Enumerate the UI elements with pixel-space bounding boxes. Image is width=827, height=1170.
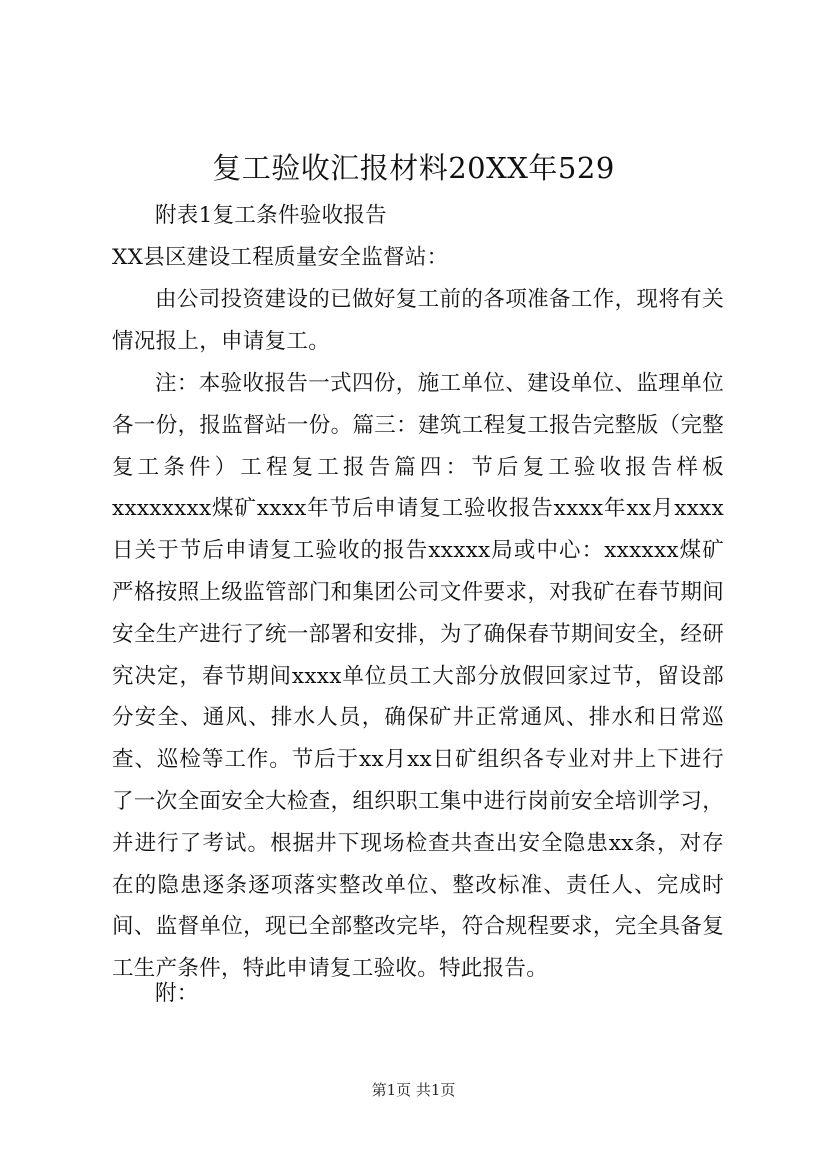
attachment-table-line: 附表1复工条件验收报告 [155, 203, 387, 228]
note-paragraph: 注：本验收报告一式四份，施工单位、建设单位、监理单位各一份，报监督站一份。篇三：建筑工程复工报告完整版（完整复工条件）工程复工报告篇四：节后复工验收报告样板xxxxxxxx煤矿xxxx年节后申请复工验收报告xxxx年xx月xxxx日关于节后申请复工验收的报告xxxxx局或中心：xxxxxx煤矿严格按照上级监管部门和集团公司文件要求，对我矿在春节期间安全生产进行了统一部署和安排，为了确保春节期间安全，经研究决定，春节期间xxxx单位员工大部分放假回家过节，留设部分安全、通风、排水人员，确保矿井正常通风、排水和日常巡查、巡检等工作。节后于xx月xx日矿组织各专业对井上下进行了一次全面安全大检查，组织职工集中进行岗前安全培训学习，并进行了考试。根据井下现场检查共查出安全隐患xx条，对存在的隐患逐条逐项落实整改单位、整改标准、责任人、完成时间、监督单位，现已全部整改完毕，符合规程要求，完全具备复工生产条件，特此申请复工验收。特此报告。 [112, 371, 724, 982]
attachment-label: 附： [155, 981, 199, 1006]
recipient-line: XX县区建设工程质量安全监督站： [112, 245, 449, 270]
intro-paragraph: 由公司投资建设的已做好复工前的各项准备工作，现将有关情况报上，申请复工。 [112, 287, 724, 354]
document-title: 复工验收汇报材料20XX年529 [212, 151, 615, 185]
page-number-footer: 第1页 共1页 [371, 1081, 456, 1099]
